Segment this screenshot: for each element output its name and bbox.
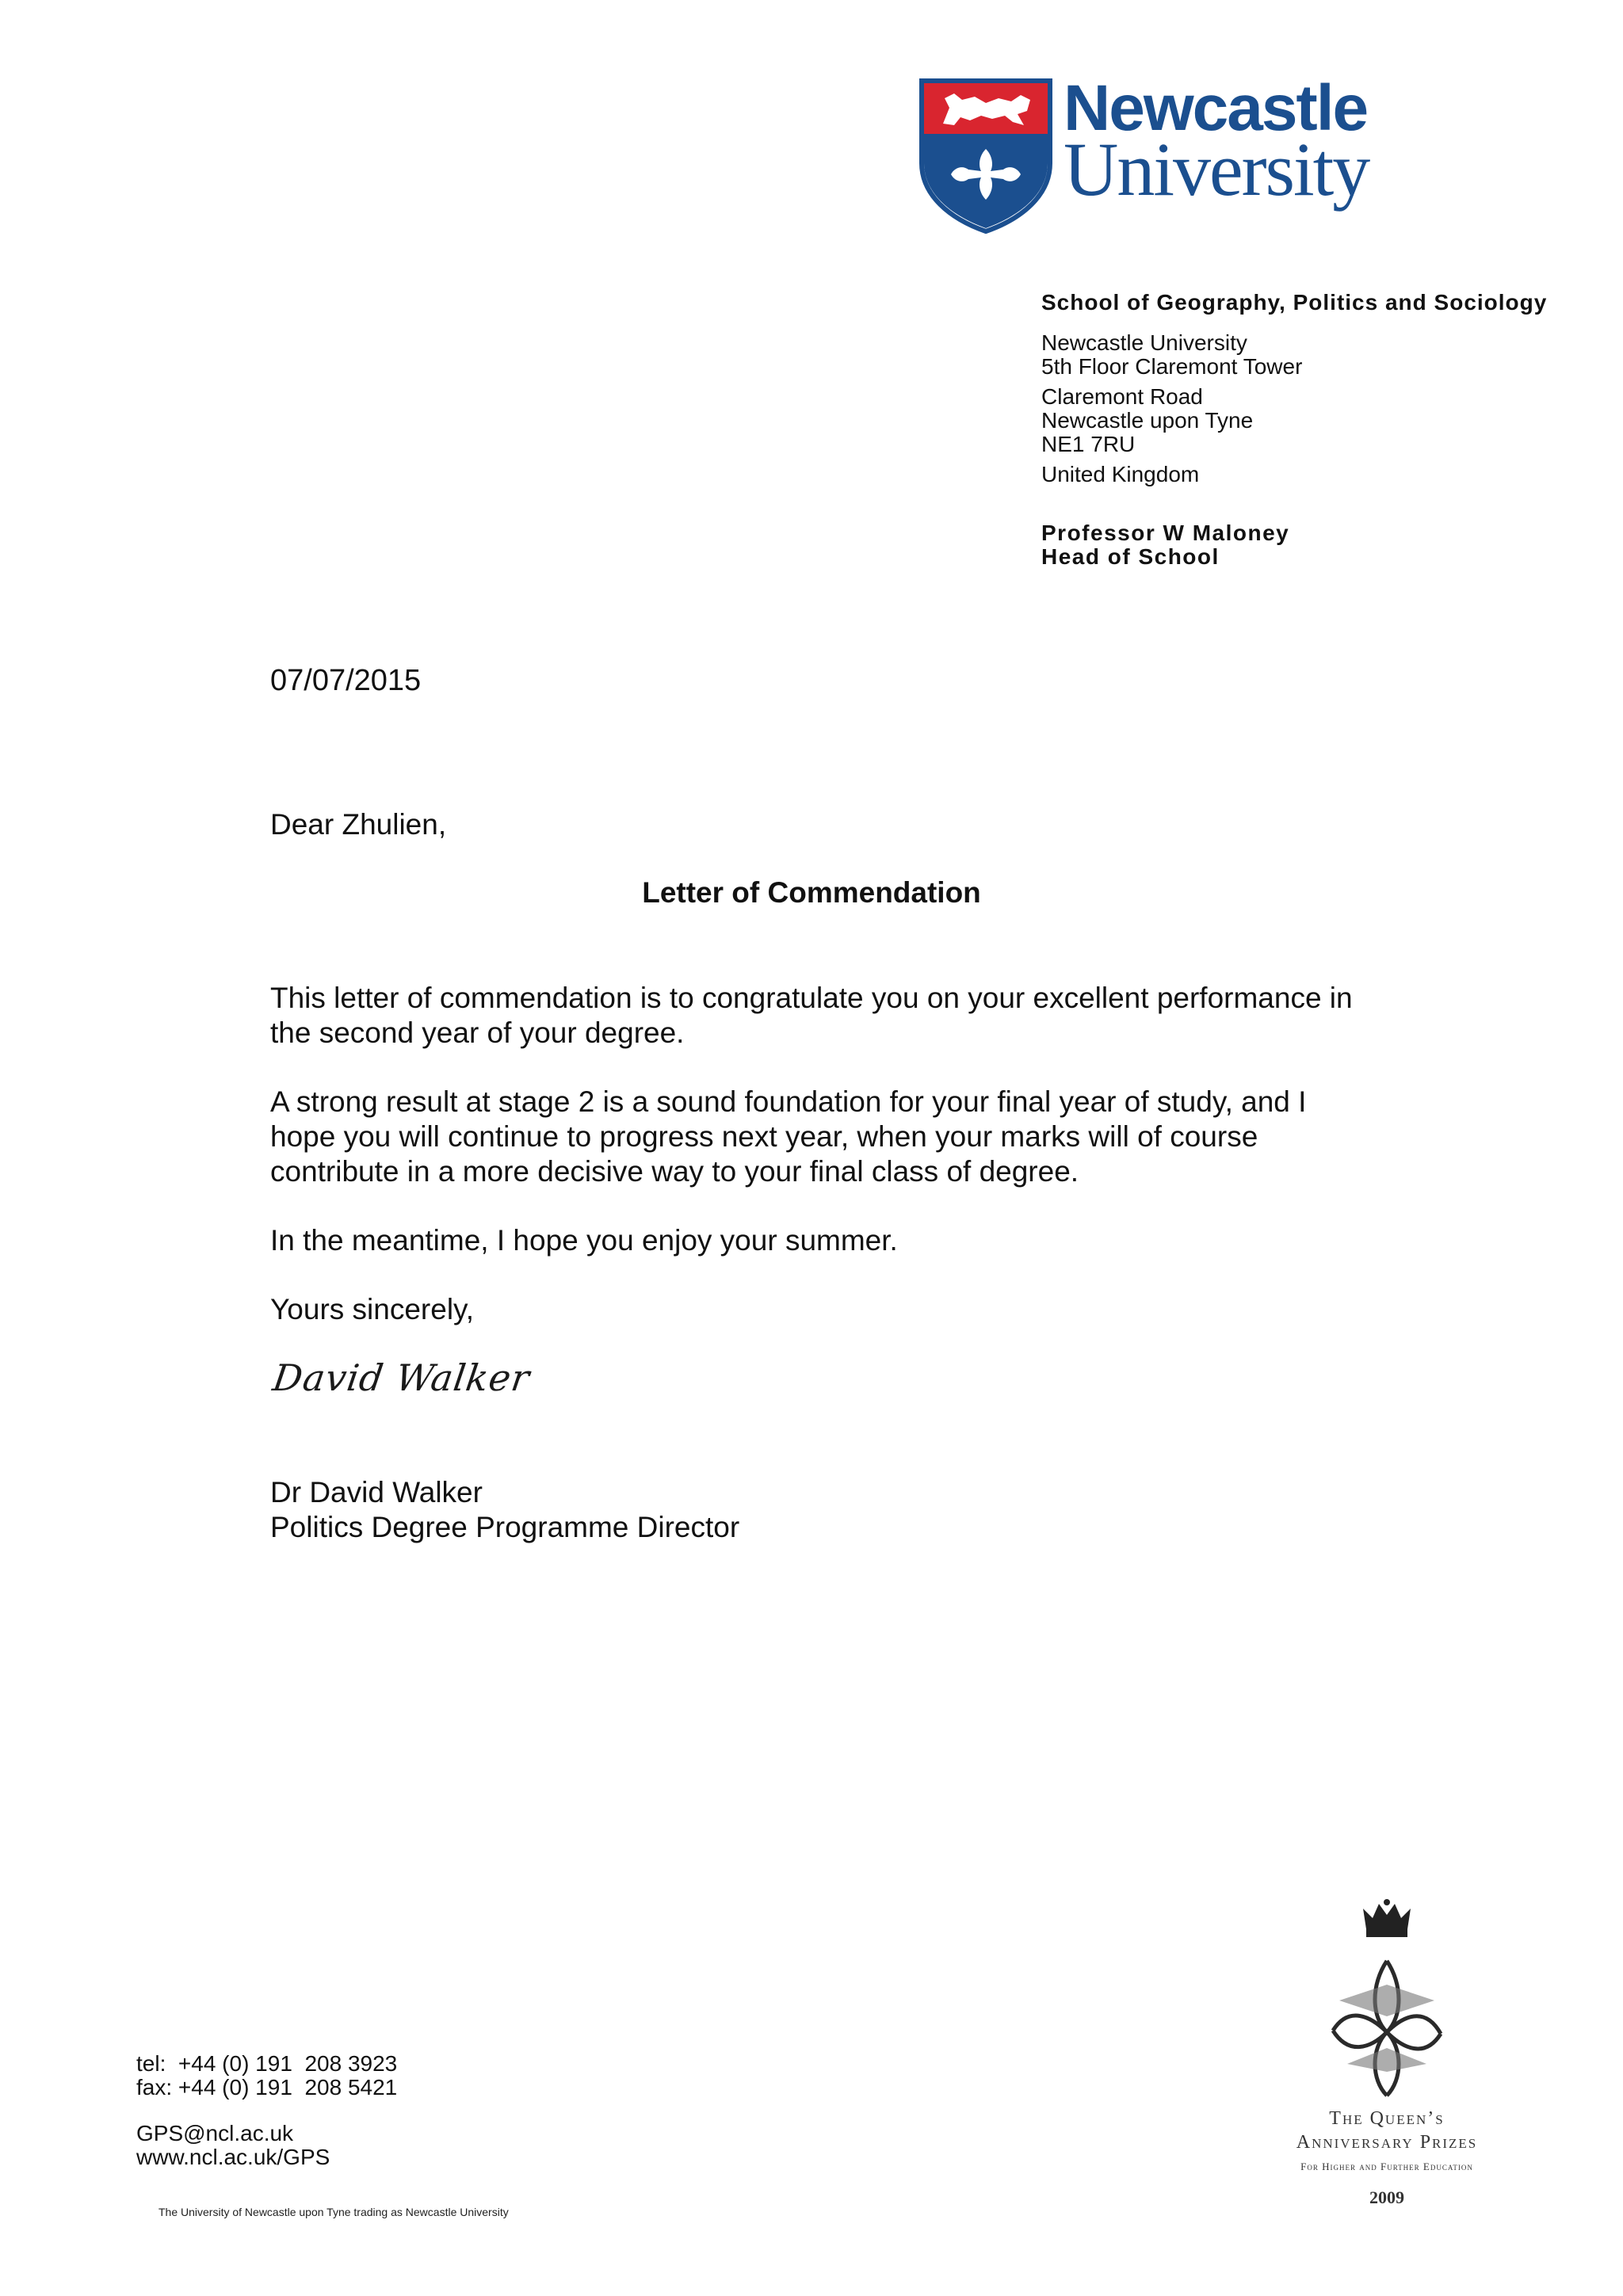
logo-wordmark-newcastle: Newcastle (1064, 72, 1368, 144)
award-subtitle: For Higher and Further Education (1300, 2161, 1473, 2172)
logo-wordmark-university: University (1064, 127, 1369, 212)
address-line: Claremont Road (1041, 384, 1203, 409)
body-paragraph: This letter of commendation is to congratulate you on your excellent performance in the second year of your degree. (270, 982, 1353, 1049)
queens-anniversary-prize-emblem (1260, 1897, 1514, 2230)
school-name: School of Geography, Politics and Sociology (1041, 290, 1548, 315)
head-name: Professor W Maloney (1041, 521, 1290, 545)
shield-crest-icon (919, 76, 1054, 235)
address-line: NE1 7RU (1041, 432, 1136, 456)
signatory-block (270, 1475, 739, 1545)
address-line: United Kingdom (1041, 462, 1200, 486)
fax: fax: +44 (0) 191 208 5421 (136, 2075, 398, 2100)
footer-contact (136, 2052, 397, 2169)
signatory-name: Dr David Walker (270, 1476, 483, 1508)
school-address-block (1041, 290, 1596, 569)
body-paragraph: A strong result at stage 2 is a sound foundation for your final year of study, and I hope you will continue to progress next year, when your marks will of course contribute in a more decisive way to your final class of degree. (270, 1085, 1307, 1188)
letter-greeting: Dear Zhulien, (270, 808, 447, 841)
address-line: Newcastle upon Tyne (1041, 408, 1254, 433)
crown-knot-icon (1260, 1897, 1514, 2111)
award-title-line2: Anniversary Prizes (1296, 2132, 1478, 2153)
telephone: tel: +44 (0) 191 208 3923 (136, 2051, 398, 2076)
head-of-school-block (1041, 521, 1596, 569)
address-line: Newcastle University (1041, 330, 1247, 355)
letter-body (270, 981, 1380, 1361)
university-logo (919, 72, 1403, 235)
award-title-line1: The Queen’s (1329, 2108, 1445, 2129)
award-year: 2009 (1369, 2187, 1404, 2207)
address-line: 5th Floor Claremont Tower (1041, 354, 1303, 379)
email-link[interactable]: GPS@ncl.ac.uk (136, 2121, 294, 2145)
signatory-title: Politics Degree Programme Director (270, 1511, 740, 1543)
website-link[interactable]: www.ncl.ac.uk/GPS (136, 2145, 330, 2169)
handwritten-signature: David Walker (270, 1356, 533, 1399)
letter-date: 07/07/2015 (270, 664, 422, 697)
head-title: Head of School (1041, 544, 1220, 569)
closing: Yours sincerely, (270, 1293, 475, 1325)
legal-notice: The University of Newcastle upon Tyne trading as Newcastle University (158, 2206, 509, 2218)
body-paragraph: In the meantime, I hope you enjoy your summer. (270, 1224, 898, 1257)
letter-subject: Letter of Commendation (642, 876, 981, 909)
